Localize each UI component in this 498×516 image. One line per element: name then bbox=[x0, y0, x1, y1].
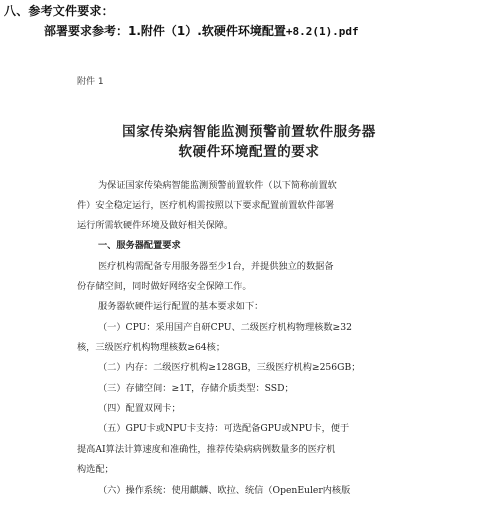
section-heading: 八、参考文件要求： bbox=[4, 4, 114, 18]
document-title-line-1: 国家传染病智能监测预警前置软件服务器 bbox=[122, 124, 376, 140]
paragraph-line: 提高AI算法计算速度和准确性，推荐传染病病例数量多的医疗机 bbox=[77, 444, 336, 455]
requirement-memory: （二）内存：二级医疗机构≥128GB，三级医疗机构≥256GB； bbox=[98, 362, 361, 373]
paragraph-line: 份存储空间，同时做好网络安全保障工作。 bbox=[77, 281, 252, 292]
section-heading-server-config: 一、服务器配置要求 bbox=[98, 240, 181, 251]
requirement-gpu-npu: （五）GPU卡或NPU卡支持：可选配备GPU或NPU卡，便于 bbox=[98, 423, 350, 434]
reference-label: 部署要求参考：1.附件（1）.软硬件环境配置 bbox=[44, 24, 286, 38]
paragraph-line: 核，三级医疗机构物理核数≥64核； bbox=[77, 342, 226, 353]
reference-line bbox=[44, 22, 359, 39]
attachment-document-page bbox=[0, 44, 498, 516]
attachment-label: 附件 1 bbox=[77, 77, 104, 87]
requirement-os: （六）操作系统：使用麒麟、欧拉、统信（OpenEuler内核版 bbox=[98, 485, 351, 496]
reference-file-link[interactable]: +8.2(1).pdf bbox=[285, 25, 359, 38]
paragraph-line: 服务器软硬件运行配置的基本要求如下： bbox=[98, 301, 264, 312]
requirement-storage: （三）存储空间：≥1T，存储介质类型：SSD； bbox=[98, 383, 294, 394]
requirement-network: （四）配置双网卡； bbox=[98, 403, 181, 414]
paragraph-line: 医疗机构需配备专用服务器至少1台，并提供独立的数据备 bbox=[98, 261, 334, 272]
paragraph-line: 构选配； bbox=[77, 464, 114, 475]
paragraph-line: 件）安全稳定运行，医疗机构需按照以下要求配置前置软件部署 bbox=[77, 200, 335, 211]
document-title-line-2: 软硬件环境配置的要求 bbox=[178, 144, 320, 160]
paragraph-line: 运行所需软硬件环境及做好相关保障。 bbox=[77, 220, 234, 231]
paragraph-line: 为保证国家传染病智能监测预警前置软件（以下简称前置软 bbox=[98, 180, 337, 191]
requirement-cpu: （一）CPU：采用国产自研CPU、二级医疗机构物理核数≥32 bbox=[98, 322, 352, 333]
